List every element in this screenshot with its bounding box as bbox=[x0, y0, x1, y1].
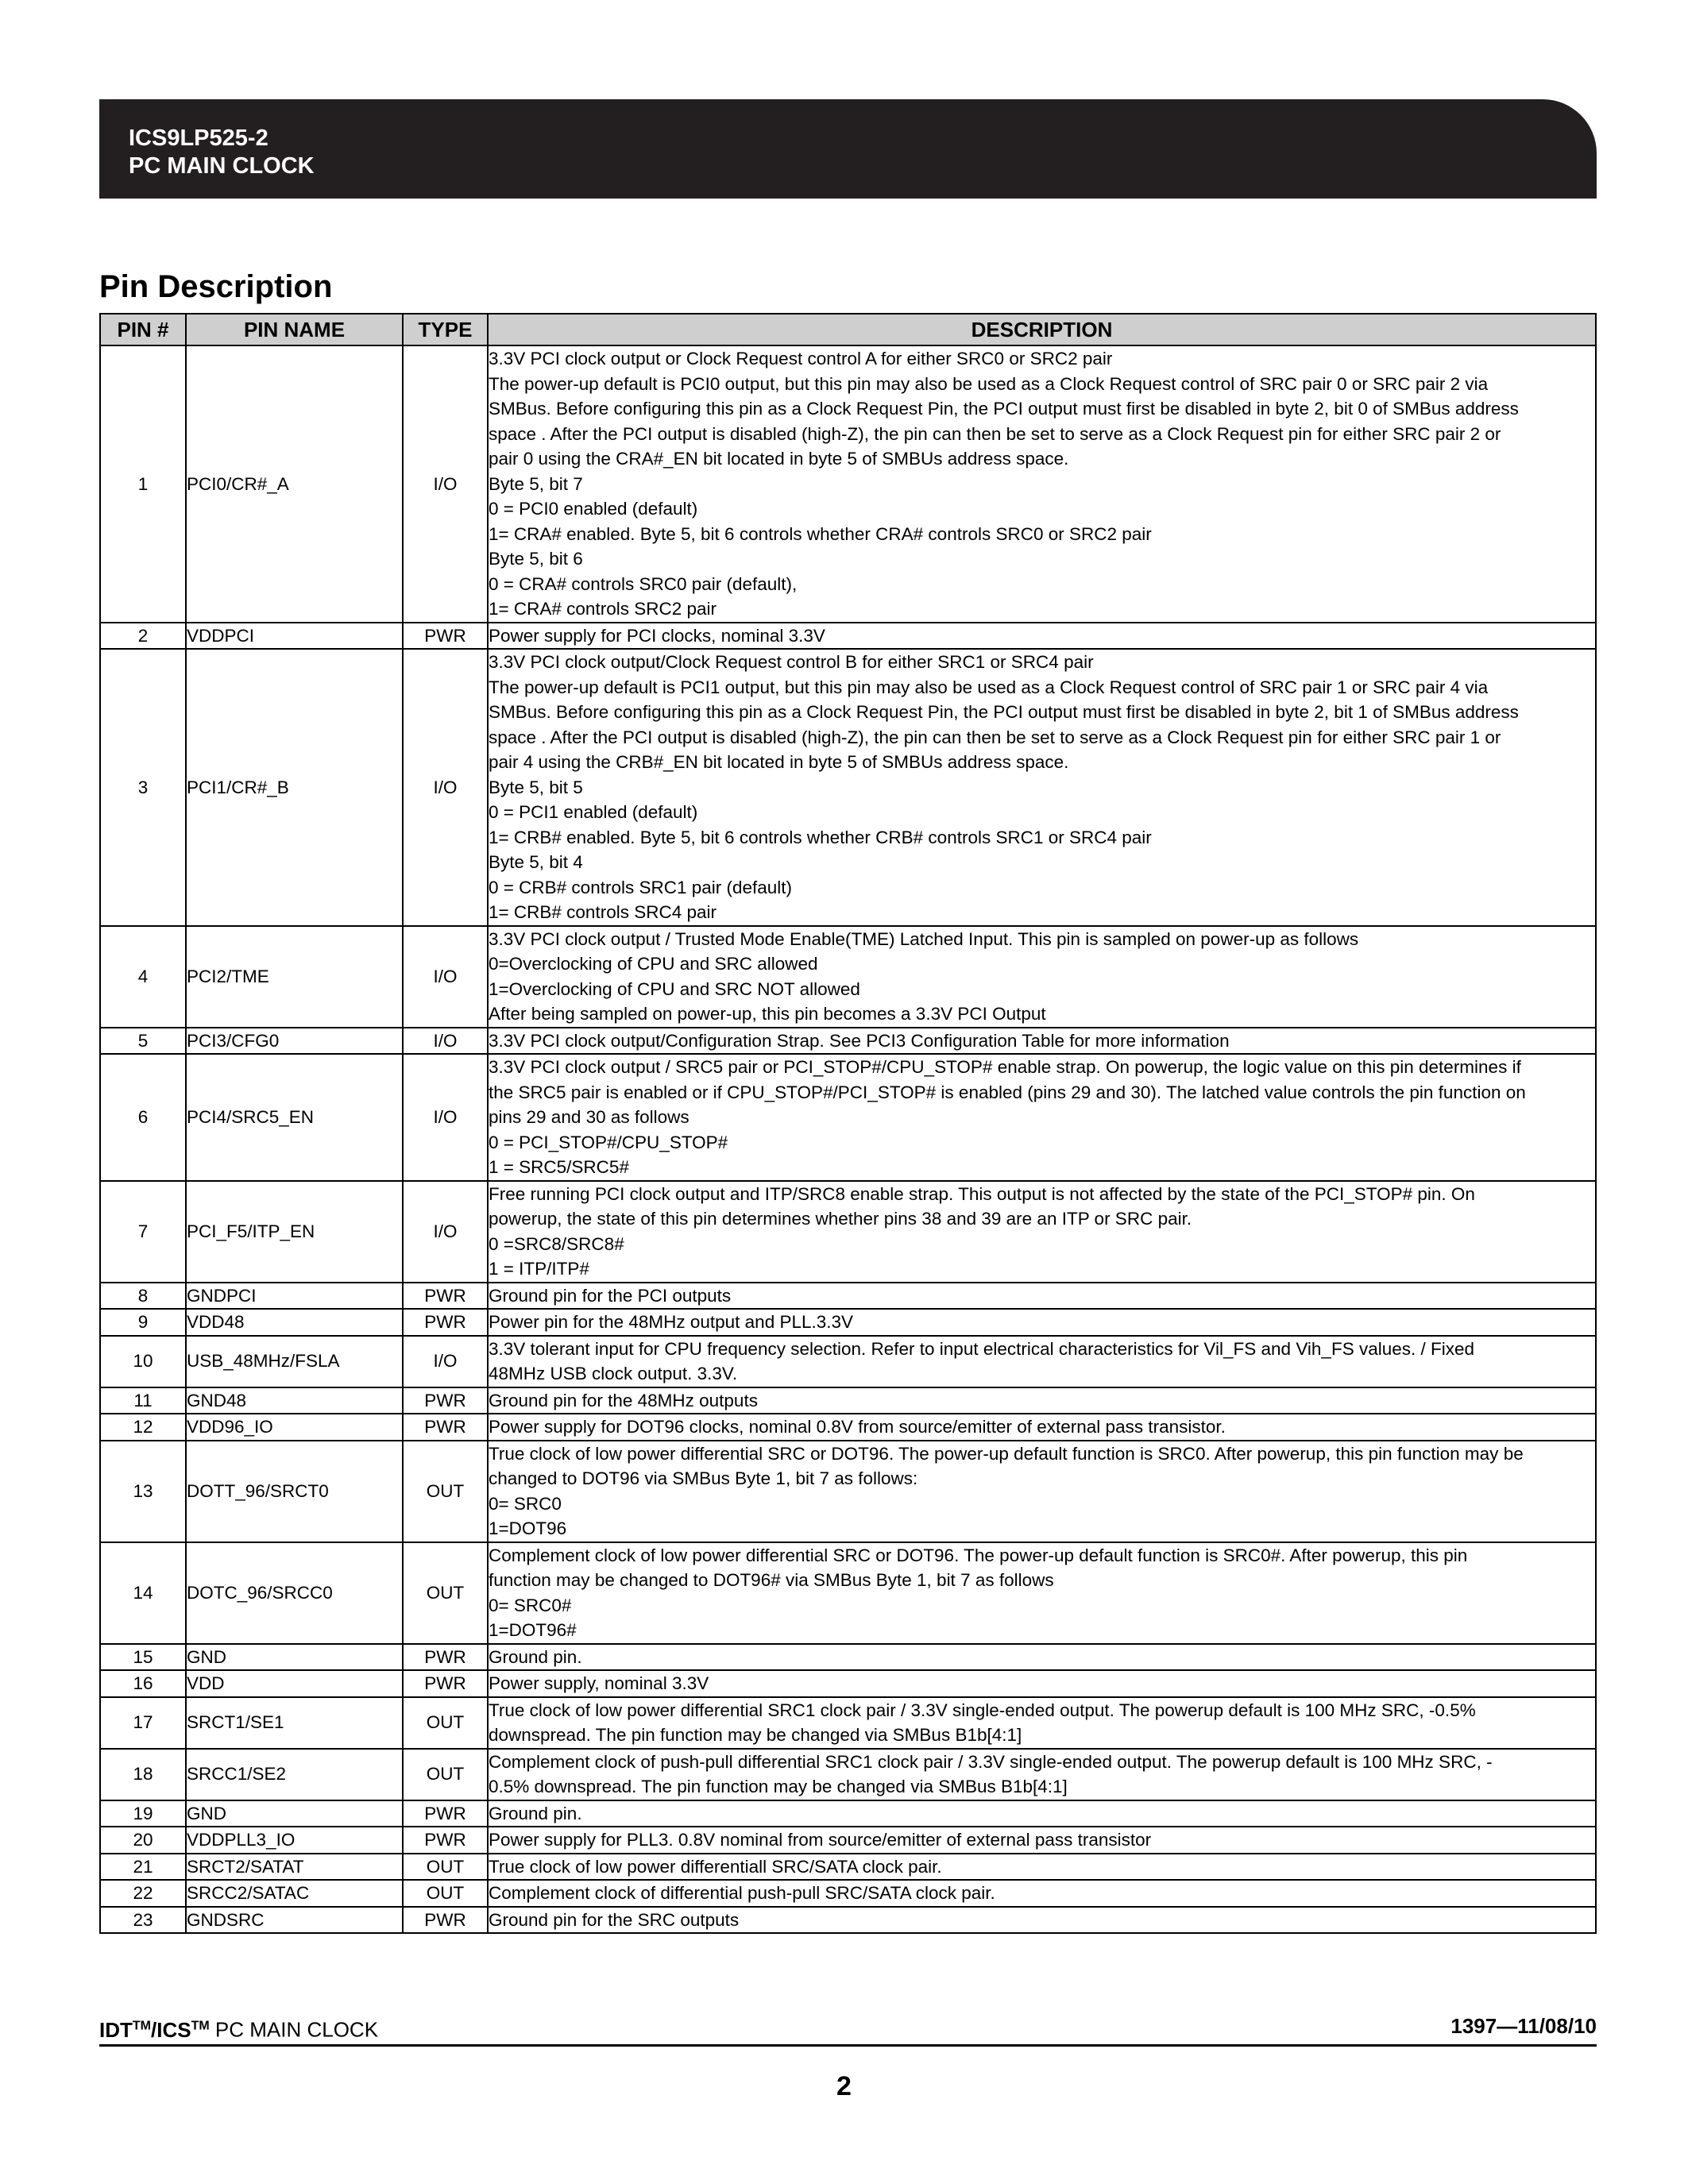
pin-type: I/O bbox=[403, 1336, 488, 1387]
table-header-row bbox=[100, 314, 1596, 345]
pin-description bbox=[488, 1414, 1596, 1441]
pin-type: PWR bbox=[403, 1800, 488, 1827]
table-row bbox=[100, 623, 1596, 650]
pin-number: 15 bbox=[100, 1644, 186, 1671]
footer-product-name: PC MAIN CLOCK bbox=[209, 2017, 379, 2042]
pin-name: USB_48MHz/FSLA bbox=[186, 1336, 403, 1387]
description-line: Ground pin. bbox=[489, 1803, 582, 1823]
pin-type: OUT bbox=[403, 1749, 488, 1800]
description-line: True clock of low power differential SRC1 clock pair / 3.3V single-ended output. The powerup default is 100 MHz SRC, -0.5% bbox=[489, 1700, 1476, 1720]
description-line: changed to DOT96 via SMBus Byte 1, bit 7 as follows: bbox=[489, 1468, 918, 1488]
pin-number: 13 bbox=[100, 1441, 186, 1542]
pin-number: 17 bbox=[100, 1697, 186, 1749]
pin-name: SRCC1/SE2 bbox=[186, 1749, 403, 1800]
description-line: 0= SRC0 bbox=[489, 1493, 562, 1514]
pin-type: PWR bbox=[403, 1670, 488, 1697]
description-line: 3.3V tolerant input for CPU frequency selection. Refer to input electrical characteristics for Vil_FS and Vih_FS values. / Fixed bbox=[489, 1338, 1475, 1359]
description-line: Complement clock of push-pull differential SRC1 clock pair / 3.3V single-ended output. The powerup default is 100 MHz SRC, - bbox=[489, 1751, 1493, 1772]
description-line: space . After the PCI output is disabled (high-Z), the pin can then be set to serve as a Clock Request pin for either SRC pair 2 or bbox=[489, 423, 1501, 444]
description-line: After being sampled on power-up, this pin becomes a 3.3V PCI Output bbox=[489, 1004, 1046, 1024]
description-line: Ground pin for the SRC outputs bbox=[489, 1909, 740, 1930]
col-header-description: DESCRIPTION bbox=[488, 314, 1596, 345]
pin-description bbox=[488, 1283, 1596, 1310]
pin-name: GND48 bbox=[186, 1387, 403, 1414]
table-row bbox=[100, 1309, 1596, 1336]
col-header-type: TYPE bbox=[403, 314, 488, 345]
description-line: Byte 5, bit 5 bbox=[489, 777, 583, 797]
footer-doc-ref: 1397—11/08/10 bbox=[1450, 2014, 1597, 2038]
description-line: 3.3V PCI clock output/Configuration Strap. See PCI3 Configuration Table for more information bbox=[489, 1030, 1230, 1051]
pin-description bbox=[488, 1800, 1596, 1827]
pin-description bbox=[488, 1854, 1596, 1881]
description-line: 1=Overclocking of CPU and SRC NOT allowed bbox=[489, 978, 860, 999]
pin-type: I/O bbox=[403, 926, 488, 1028]
pin-type: OUT bbox=[403, 1880, 488, 1907]
footer-product bbox=[99, 2014, 378, 2042]
description-line: Ground pin for the PCI outputs bbox=[489, 1285, 732, 1306]
pin-name: SRCT2/SATAT bbox=[186, 1854, 403, 1881]
pin-number: 19 bbox=[100, 1800, 186, 1827]
pin-name: VDDPLL3_IO bbox=[186, 1827, 403, 1854]
pin-description bbox=[488, 1697, 1596, 1749]
description-line: 3.3V PCI clock output or Clock Request control A for either SRC0 or SRC2 pair bbox=[489, 349, 1113, 369]
description-line: The power-up default is PCI0 output, but this pin may also be used as a Clock Request control of SRC pair 0 or SRC pair 2 via bbox=[489, 373, 1489, 394]
description-line: 0 = PCI0 enabled (default) bbox=[489, 499, 698, 519]
description-line: Complement clock of differential push-pull SRC/SATA clock pair. bbox=[489, 1883, 995, 1903]
table-body bbox=[100, 345, 1596, 1933]
description-line: Byte 5, bit 7 bbox=[489, 473, 583, 494]
table-row bbox=[100, 1336, 1596, 1387]
description-line: 0= SRC0# bbox=[489, 1595, 572, 1615]
table-row bbox=[100, 345, 1596, 623]
pin-number: 9 bbox=[100, 1309, 186, 1336]
table-row bbox=[100, 1827, 1596, 1854]
pin-description bbox=[488, 926, 1596, 1028]
table-row bbox=[100, 926, 1596, 1028]
pin-number: 3 bbox=[100, 649, 186, 926]
pin-type: PWR bbox=[403, 623, 488, 650]
header-bar bbox=[99, 99, 1597, 199]
pin-name: PCI1/CR#_B bbox=[186, 649, 403, 926]
description-line: 1=DOT96 bbox=[489, 1518, 567, 1538]
footer-rule bbox=[99, 2044, 1597, 2047]
footer-tm-1: TM bbox=[132, 2019, 151, 2032]
pin-name: GNDPCI bbox=[186, 1283, 403, 1310]
pin-name: PCI4/SRC5_EN bbox=[186, 1054, 403, 1181]
pin-number: 8 bbox=[100, 1283, 186, 1310]
table-row bbox=[100, 1054, 1596, 1181]
pin-number: 22 bbox=[100, 1880, 186, 1907]
pin-number: 4 bbox=[100, 926, 186, 1028]
description-line: 1= CRB# enabled. Byte 5, bit 6 controls whether CRB# controls SRC1 or SRC4 pair bbox=[489, 827, 1152, 847]
description-line: True clock of low power differential SRC or DOT96. The power-up default function is SRC0. After powerup, this pin function may be bbox=[489, 1443, 1524, 1464]
table-row bbox=[100, 1854, 1596, 1881]
description-line: Byte 5, bit 4 bbox=[489, 852, 583, 872]
header-subtitle: PC MAIN CLOCK bbox=[129, 153, 315, 179]
footer-brand-idt: IDT bbox=[99, 2017, 133, 2042]
pin-number: 5 bbox=[100, 1028, 186, 1055]
table-row bbox=[100, 1907, 1596, 1934]
table-row bbox=[100, 1441, 1596, 1542]
description-line: 1=DOT96# bbox=[489, 1620, 577, 1640]
description-line: 0=Overclocking of CPU and SRC allowed bbox=[489, 954, 818, 974]
pin-name: PCI3/CFG0 bbox=[186, 1028, 403, 1055]
pin-type: PWR bbox=[403, 1283, 488, 1310]
pin-type: OUT bbox=[403, 1697, 488, 1749]
description-line: 1= CRA# enabled. Byte 5, bit 6 controls whether CRA# controls SRC0 or SRC2 pair bbox=[489, 523, 1152, 544]
pin-number: 14 bbox=[100, 1542, 186, 1644]
pin-type: I/O bbox=[403, 649, 488, 926]
description-line: The power-up default is PCI1 output, but this pin may also be used as a Clock Request control of SRC pair 1 or SRC pair 4 via bbox=[489, 677, 1489, 697]
pin-type: PWR bbox=[403, 1414, 488, 1441]
description-line: the SRC5 pair is enabled or if CPU_STOP#/PCI_STOP# is enabled (pins 29 and 30). The latched value controls the pin function on bbox=[489, 1082, 1526, 1102]
table-row bbox=[100, 1880, 1596, 1907]
pin-name: VDD96_IO bbox=[186, 1414, 403, 1441]
pin-description bbox=[488, 1309, 1596, 1336]
col-header-pin: PIN # bbox=[100, 314, 186, 345]
description-line: Power supply for PCI clocks, nominal 3.3V bbox=[489, 625, 825, 646]
table-row bbox=[100, 649, 1596, 926]
table-row bbox=[100, 1283, 1596, 1310]
pin-description bbox=[488, 649, 1596, 926]
description-line: powerup, the state of this pin determines whether pins 38 and 39 are an ITP or SRC pair. bbox=[489, 1209, 1192, 1229]
pin-description bbox=[488, 1336, 1596, 1387]
pin-description bbox=[488, 1827, 1596, 1854]
description-line: 3.3V PCI clock output / SRC5 pair or PCI_STOP#/CPU_STOP# enable strap. On powerup, the logic value on this pin determines if bbox=[489, 1057, 1521, 1077]
pin-description bbox=[488, 1644, 1596, 1671]
description-line: 1 = ITP/ITP# bbox=[489, 1259, 589, 1279]
description-line: Power pin for the 48MHz output and PLL.3.3V bbox=[489, 1312, 854, 1332]
footer-brand-ics: /ICS bbox=[151, 2017, 191, 2042]
pin-description bbox=[488, 1907, 1596, 1934]
pin-type: OUT bbox=[403, 1441, 488, 1542]
pin-type: PWR bbox=[403, 1309, 488, 1336]
table-row bbox=[100, 1800, 1596, 1827]
description-line: 48MHz USB clock output. 3.3V. bbox=[489, 1364, 738, 1383]
pin-description-table bbox=[99, 313, 1597, 1934]
pin-name: VDDPCI bbox=[186, 623, 403, 650]
pin-description bbox=[488, 1387, 1596, 1414]
description-line: 0 =SRC8/SRC8# bbox=[489, 1233, 624, 1254]
col-header-name: PIN NAME bbox=[186, 314, 403, 345]
description-line: function may be changed to DOT96# via SMBus Byte 1, bit 7 as follows bbox=[489, 1570, 1054, 1590]
pin-description bbox=[488, 1181, 1596, 1283]
pin-type: I/O bbox=[403, 345, 488, 623]
pin-number: 16 bbox=[100, 1670, 186, 1697]
pin-type: PWR bbox=[403, 1907, 488, 1934]
table-row bbox=[100, 1028, 1596, 1055]
description-line: Power supply, nominal 3.3V bbox=[489, 1673, 709, 1693]
pin-name: DOTC_96/SRCC0 bbox=[186, 1542, 403, 1644]
pin-number: 18 bbox=[100, 1749, 186, 1800]
description-line: Power supply for DOT96 clocks, nominal 0.8V from source/emitter of external pass transistor. bbox=[489, 1417, 1226, 1437]
description-line: pair 0 using the CRA#_EN bit located in byte 5 of SMBUs address space. bbox=[489, 449, 1069, 469]
pin-type: I/O bbox=[403, 1054, 488, 1181]
pin-number: 1 bbox=[100, 345, 186, 623]
pin-name: PCI0/CR#_A bbox=[186, 345, 403, 623]
description-line: 3.3V PCI clock output / Trusted Mode Enable(TME) Latched Input. This pin is sampled on power-up as follows bbox=[489, 928, 1359, 949]
table-row bbox=[100, 1414, 1596, 1441]
description-line: pins 29 and 30 as follows bbox=[489, 1107, 689, 1127]
pin-number: 11 bbox=[100, 1387, 186, 1414]
pin-number: 12 bbox=[100, 1414, 186, 1441]
pin-number: 20 bbox=[100, 1827, 186, 1854]
description-line: downspread. The pin function may be changed via SMBus B1b[4:1] bbox=[489, 1725, 1022, 1745]
pin-type: OUT bbox=[403, 1542, 488, 1644]
description-line: Power supply for PLL3. 0.8V nominal from source/emitter of external pass transistor bbox=[489, 1830, 1152, 1850]
pin-number: 21 bbox=[100, 1854, 186, 1881]
description-line: 3.3V PCI clock output/Clock Request control B for either SRC1 or SRC4 pair bbox=[489, 652, 1094, 672]
part-number: ICS9LP525-2 bbox=[129, 125, 268, 151]
pin-type: I/O bbox=[403, 1028, 488, 1055]
description-line: 0 = CRA# controls SRC0 pair (default), bbox=[489, 573, 798, 594]
pin-name: GND bbox=[186, 1800, 403, 1827]
pin-name: PCI_F5/ITP_EN bbox=[186, 1181, 403, 1283]
description-line: SMBus. Before configuring this pin as a Clock Request Pin, the PCI output must first be disabled in byte 2, bit 1 of SMBus address bbox=[489, 702, 1519, 722]
pin-description bbox=[488, 623, 1596, 650]
pin-name: VDD bbox=[186, 1670, 403, 1697]
description-line: pair 4 using the CRB#_EN bit located in byte 5 of SMBUs address space. bbox=[489, 752, 1069, 772]
page-number: 2 bbox=[836, 2071, 852, 2101]
description-line: 0.5% downspread. The pin function may be changed via SMBus B1b[4:1] bbox=[489, 1777, 1068, 1796]
description-line: 0 = PCI_STOP#/CPU_STOP# bbox=[489, 1132, 728, 1152]
pin-number: 10 bbox=[100, 1336, 186, 1387]
pin-name: SRCT1/SE1 bbox=[186, 1697, 403, 1749]
pin-description bbox=[488, 1054, 1596, 1181]
pin-description bbox=[488, 345, 1596, 623]
pin-number: 7 bbox=[100, 1181, 186, 1283]
pin-description bbox=[488, 1670, 1596, 1697]
description-line: 0 = PCI1 enabled (default) bbox=[489, 802, 698, 822]
pin-description bbox=[488, 1028, 1596, 1055]
pin-description bbox=[488, 1749, 1596, 1800]
table-row bbox=[100, 1644, 1596, 1671]
description-line: 1 = SRC5/SRC5# bbox=[489, 1157, 629, 1177]
description-line: True clock of low power differentiall SRC/SATA clock pair. bbox=[489, 1856, 942, 1877]
description-line: Complement clock of low power differential SRC or DOT96. The power-up default function is SRC0#. After powerup, this pin bbox=[489, 1545, 1468, 1565]
table-row bbox=[100, 1697, 1596, 1749]
description-line: SMBus. Before configuring this pin as a Clock Request Pin, the PCI output must first be disabled in byte 2, bit 0 of SMBus address bbox=[489, 399, 1519, 419]
description-line: Byte 5, bit 6 bbox=[489, 549, 583, 569]
description-line: 1= CRA# controls SRC2 pair bbox=[489, 599, 717, 619]
pin-name: PCI2/TME bbox=[186, 926, 403, 1028]
pin-number: 2 bbox=[100, 623, 186, 650]
table-row bbox=[100, 1749, 1596, 1800]
pin-name: SRCC2/SATAC bbox=[186, 1880, 403, 1907]
pin-number: 23 bbox=[100, 1907, 186, 1934]
page-title: Pin Description bbox=[99, 269, 333, 304]
table-row bbox=[100, 1670, 1596, 1697]
pin-name: GND bbox=[186, 1644, 403, 1671]
description-line: Ground pin for the 48MHz outputs bbox=[489, 1390, 758, 1410]
description-line: 1= CRB# controls SRC4 pair bbox=[489, 902, 717, 922]
pin-type: PWR bbox=[403, 1387, 488, 1414]
pin-type: I/O bbox=[403, 1181, 488, 1283]
pin-name: DOTT_96/SRCT0 bbox=[186, 1441, 403, 1542]
pin-type: PWR bbox=[403, 1827, 488, 1854]
description-line: space . After the PCI output is disabled (high-Z), the pin can then be set to serve as a Clock Request pin for either SRC pair 1 or bbox=[489, 727, 1501, 747]
description-line: Ground pin. bbox=[489, 1646, 582, 1667]
description-line: 0 = CRB# controls SRC1 pair (default) bbox=[489, 877, 793, 897]
table-row bbox=[100, 1542, 1596, 1644]
table-row bbox=[100, 1181, 1596, 1283]
table-row bbox=[100, 1387, 1596, 1414]
pin-description bbox=[488, 1542, 1596, 1644]
pin-number: 6 bbox=[100, 1054, 186, 1181]
pin-description bbox=[488, 1880, 1596, 1907]
pin-description bbox=[488, 1441, 1596, 1542]
pin-name: VDD48 bbox=[186, 1309, 403, 1336]
pin-name: GNDSRC bbox=[186, 1907, 403, 1934]
pin-type: PWR bbox=[403, 1644, 488, 1671]
pin-type: OUT bbox=[403, 1854, 488, 1881]
footer-tm-2: TM bbox=[191, 2019, 210, 2032]
description-line: Free running PCI clock output and ITP/SRC8 enable strap. This output is not affected by the state of the PCI_STOP# pin. On bbox=[489, 1183, 1475, 1204]
